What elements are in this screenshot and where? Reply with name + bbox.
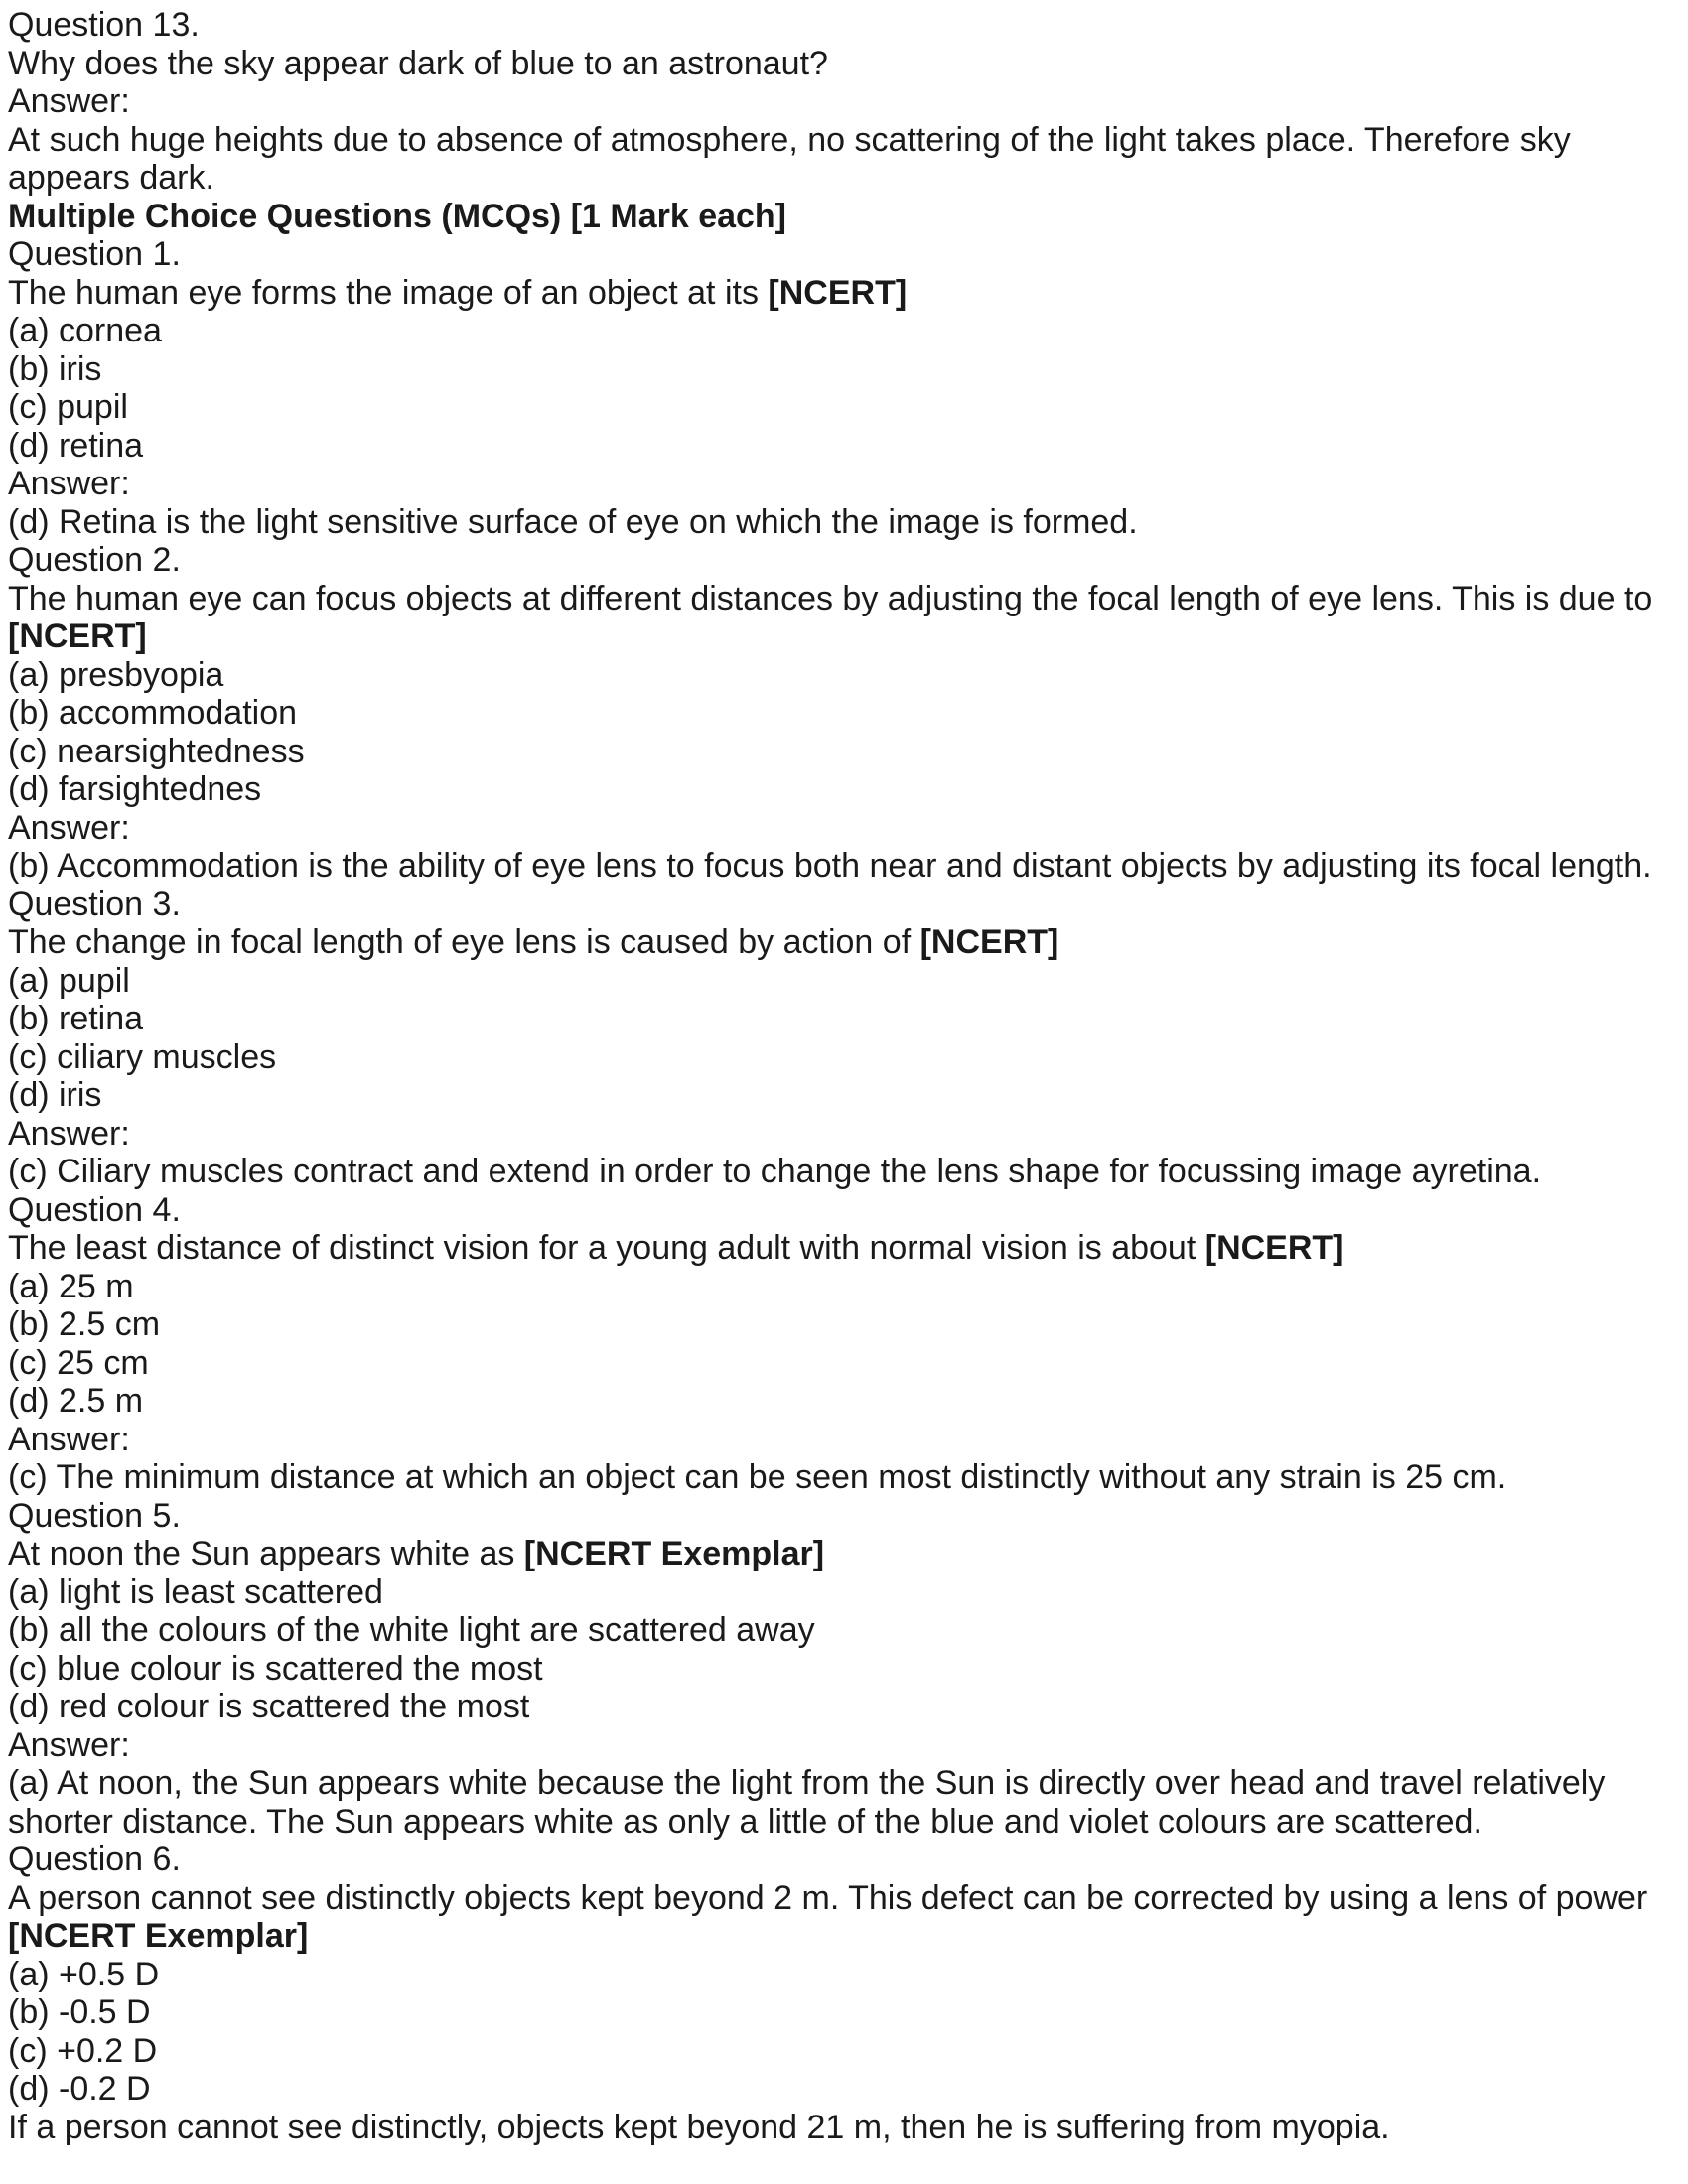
question-1-label: Question 1.: [8, 235, 181, 273]
question-13-answer-label: Answer:: [8, 82, 130, 120]
question-5-label: Question 5.: [8, 1496, 181, 1535]
question-2-answer: (b) Accommodation is the ability of eye lens to focus both near and distant objects by adjusting its focal length.: [8, 847, 1652, 885]
question-3-option-c: (c) ciliary muscles: [8, 1037, 277, 1076]
question-5-answer: (a) At noon, the Sun appears white because the light from the Sun is directly over head and travel relatively shorter distance. The Sun appears white as only a little of the blue and violet colours are scattered.: [8, 1764, 1606, 1841]
question-6-text: A person cannot see distinctly objects kept beyond 2 m. This defect can be corrected by using a lens of power: [8, 1878, 1648, 1917]
question-4-answer-label: Answer:: [8, 1420, 130, 1458]
question-2-option-d: (d) farsightednes: [8, 770, 262, 808]
question-3-option-a: (a) pupil: [8, 961, 130, 1000]
question-3-answer: (c) Ciliary muscles contract and extend in order to change the lens shape for focussing image ayretina.: [8, 1153, 1542, 1190]
question-5-option-a: (a) light is least scattered: [8, 1572, 383, 1611]
question-4-label: Question 4.: [8, 1190, 181, 1229]
question-13-text: Why does the sky appear dark of blue to an astronaut?: [8, 44, 828, 82]
question-1-stem: The human eye forms the image of an object at its: [8, 273, 769, 312]
question-4-tag: [NCERT]: [1204, 1229, 1344, 1267]
question-6-option-b: (b) -0.5 D: [8, 1993, 151, 2031]
question-6-tag: [NCERT Exemplar]: [8, 1917, 309, 1955]
question-3-text: [8, 923, 1684, 962]
question-1-answer: (d) Retina is the light sensitive surface of eye on which the image is formed.: [8, 502, 1138, 541]
question-6-answer: If a person cannot see distinctly, objects kept beyond 21 m, then he is suffering from myopia.: [8, 2108, 1390, 2146]
question-3-tag: [NCERT]: [919, 923, 1059, 961]
question-1-option-d: (d) retina: [8, 426, 144, 465]
question-13-label: Question 13.: [8, 6, 200, 44]
question-2-text: The human eye can focus objects at different distances by adjusting the focal length of eye lens. This is due to: [8, 579, 1653, 617]
question-6-label: Question 6.: [8, 1841, 181, 1878]
question-2-label: Question 2.: [8, 541, 181, 579]
question-4-option-a: (a) 25 m: [8, 1267, 134, 1305]
question-5-stem: At noon the Sun appears white as: [8, 1535, 524, 1572]
question-5-text: [8, 1535, 1684, 1573]
question-3-stem: The change in focal length of eye lens is caused by action of: [8, 923, 920, 961]
document-page: [8, 6, 1684, 2146]
question-3-option-d: (d) iris: [8, 1076, 102, 1114]
question-3-label: Question 3.: [8, 885, 181, 923]
question-5-answer-label: Answer:: [8, 1725, 130, 1764]
question-3-answer-label: Answer:: [8, 1114, 130, 1153]
question-4-option-b: (b) 2.5 cm: [8, 1305, 161, 1343]
question-2-answer-label: Answer:: [8, 808, 130, 847]
question-1-answer-label: Answer:: [8, 465, 130, 502]
question-6-option-a: (a) +0.5 D: [8, 1955, 160, 1993]
question-6-option-d: (d) -0.2 D: [8, 2070, 151, 2108]
question-4-stem: The least distance of distinct vision for a young adult with normal vision is about: [8, 1229, 1205, 1267]
question-2-tag: [NCERT]: [8, 617, 147, 655]
question-4-option-d: (d) 2.5 m: [8, 1382, 144, 1420]
question-2-option-b: (b) accommodation: [8, 694, 298, 732]
question-6-option-c: (c) +0.2 D: [8, 2031, 158, 2070]
question-5-option-c: (c) blue colour is scattered the most: [8, 1649, 543, 1688]
question-1-option-a: (a) cornea: [8, 312, 162, 349]
section-heading: Multiple Choice Questions (MCQs) [1 Mark each]: [8, 197, 787, 235]
question-4-text: [8, 1229, 1684, 1268]
question-5-option-b: (b) all the colours of the white light are scattered away: [8, 1611, 815, 1649]
question-2-option-c: (c) nearsightedness: [8, 732, 305, 770]
question-1-option-c: (c) pupil: [8, 388, 128, 426]
question-1-tag: [NCERT]: [768, 273, 908, 312]
question-3-option-b: (b) retina: [8, 1000, 144, 1037]
question-5-option-d: (d) red colour is scattered the most: [8, 1688, 530, 1725]
question-4-option-c: (c) 25 cm: [8, 1343, 149, 1382]
question-1-text: [8, 274, 1684, 313]
question-1-option-b: (b) iris: [8, 349, 102, 388]
question-5-tag: [NCERT Exemplar]: [523, 1535, 825, 1572]
question-2-option-a: (a) presbyopia: [8, 655, 224, 694]
question-13-answer-text: At such huge heights due to absence of atmosphere, no scattering of the light takes place. Therefore sky appears dark.: [8, 120, 1571, 197]
question-4-answer: (c) The minimum distance at which an object can be seen most distinctly without any strain is 25 cm.: [8, 1458, 1507, 1496]
